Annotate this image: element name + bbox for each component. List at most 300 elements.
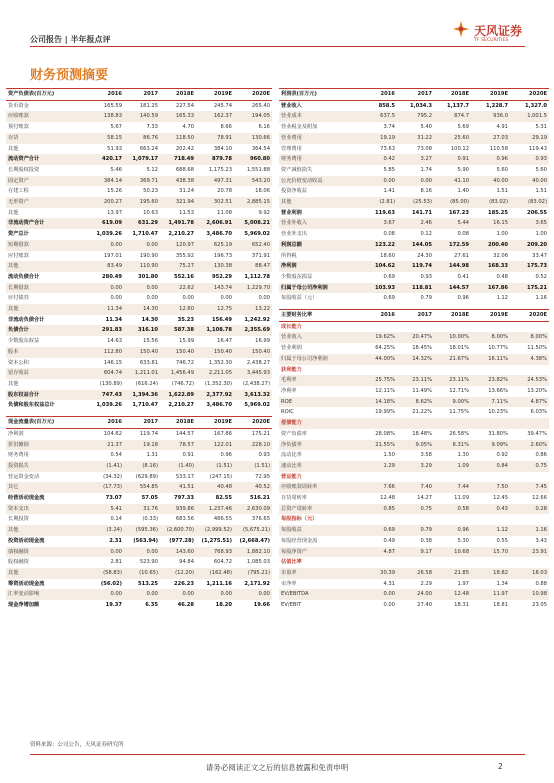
cell-value: 3,613.32 bbox=[234, 390, 272, 401]
table-row bbox=[6, 379, 272, 390]
cell-value: 1,394.36 bbox=[124, 390, 160, 401]
row-label: ROE bbox=[279, 397, 361, 408]
cell-value: 14.18% bbox=[361, 397, 397, 408]
cell-value: 3.74 bbox=[383, 124, 395, 131]
cell-value: 2,438.27 bbox=[246, 359, 270, 366]
row-label: 资本支出 bbox=[6, 504, 88, 515]
row-label: 筹资活动现金流 bbox=[8, 580, 45, 587]
cell-value: (2,600.70) bbox=[160, 525, 196, 536]
row-label: 资产负债率 bbox=[281, 430, 307, 437]
cell-value: 2.81 bbox=[110, 559, 122, 566]
cell-value bbox=[510, 321, 549, 332]
cell-value: 0.93 bbox=[510, 154, 549, 165]
cell-value: 1,327.0 bbox=[525, 102, 547, 109]
table-row bbox=[6, 325, 272, 336]
row-label: 其他 bbox=[6, 304, 88, 315]
cell-value: 0.28 bbox=[510, 504, 549, 515]
table-row bbox=[279, 589, 549, 600]
cell-value: 364.54 bbox=[251, 145, 270, 152]
table-row bbox=[6, 358, 272, 369]
table-row bbox=[279, 365, 549, 376]
table-row bbox=[6, 536, 272, 547]
cell-value: (595.36) bbox=[124, 525, 160, 536]
cell-value: 10.63 bbox=[143, 209, 158, 216]
table-row bbox=[279, 600, 549, 611]
cell-value: 50.23 bbox=[143, 188, 158, 195]
cell-value: 0.88 bbox=[535, 580, 547, 587]
cell-value: 190.90 bbox=[139, 252, 158, 259]
cell-value: 1.29 bbox=[361, 461, 397, 472]
table-row bbox=[6, 261, 272, 272]
cell-value: 2,210.27 bbox=[168, 231, 194, 238]
cell-value: 73.07 bbox=[105, 495, 122, 502]
right-column bbox=[279, 88, 549, 611]
cell-value: 156.49 bbox=[211, 316, 232, 323]
row-label: 其他 bbox=[8, 380, 19, 387]
row-label: 其他 bbox=[6, 568, 88, 579]
cell-value: 12.11% bbox=[375, 387, 395, 394]
cell-value: 1,211.16 bbox=[206, 580, 232, 587]
cell-value: 118.50 bbox=[160, 133, 196, 144]
cell-value: 1.12 bbox=[471, 525, 510, 536]
cell-value: 631.29 bbox=[124, 218, 160, 229]
cell-value: (629.89) bbox=[135, 473, 158, 480]
row-label: 资产总计 bbox=[8, 231, 29, 238]
source-note: 资料来源：公司公告，天风证券研究所 bbox=[30, 742, 124, 748]
table-row bbox=[279, 332, 549, 343]
row-label: 存货 bbox=[6, 133, 88, 144]
cell-value bbox=[434, 514, 471, 525]
table-row bbox=[279, 514, 549, 525]
table-row bbox=[279, 197, 549, 208]
cell-value: 2,210.27 bbox=[168, 402, 194, 409]
table-row bbox=[279, 482, 549, 493]
cell-value: 1.50 bbox=[383, 452, 395, 459]
cell-value: 10.98 bbox=[510, 589, 549, 600]
cell-value: 26.58 bbox=[397, 568, 434, 579]
table-row bbox=[279, 504, 549, 515]
cell-value: 0.85 bbox=[361, 504, 397, 515]
cell-value bbox=[361, 472, 397, 483]
cell-value: 0.00 bbox=[258, 295, 270, 302]
cell-value: 23.11% bbox=[434, 375, 471, 386]
cell-value: 11.34 bbox=[88, 304, 124, 315]
cell-value: (1.51) bbox=[196, 461, 234, 472]
cell-value: 543.20 bbox=[234, 176, 272, 187]
table-row bbox=[6, 229, 272, 240]
row-label: 所得税 bbox=[281, 252, 297, 259]
row-label: 应收账款 bbox=[6, 111, 88, 122]
cell-value: 28.08% bbox=[375, 430, 395, 437]
table-row bbox=[279, 111, 549, 122]
cell-value bbox=[471, 418, 510, 429]
cell-value bbox=[434, 321, 471, 332]
cell-value: 8.66 bbox=[220, 124, 232, 131]
row-label: 其他 bbox=[6, 525, 88, 536]
cell-value: 5.31 bbox=[535, 124, 547, 131]
table-row bbox=[279, 283, 549, 294]
cell-value: 8.00% bbox=[471, 332, 510, 343]
cell-value: 25.75% bbox=[361, 375, 397, 386]
cell-value: (1.40) bbox=[160, 461, 196, 472]
cell-value: 3.58 bbox=[420, 452, 432, 459]
cell-value: 12.48 bbox=[434, 589, 471, 600]
cell-value: 23.82% bbox=[471, 375, 510, 386]
cell-value: 18.31 bbox=[454, 602, 469, 609]
cell-value: 41.51 bbox=[160, 482, 196, 493]
cell-value: 245.74 bbox=[213, 102, 232, 109]
row-label: 股本 bbox=[6, 347, 88, 358]
report-header: 公司报告 | 半年报点评 bbox=[30, 35, 111, 44]
cell-value: 25.60 bbox=[434, 133, 471, 144]
year-header: 2016 bbox=[361, 89, 397, 101]
cell-value: 1.97 bbox=[457, 580, 469, 587]
cell-value: 3.43 bbox=[535, 537, 547, 544]
cell-value: 4.87% bbox=[510, 397, 549, 408]
table-title: 现金流量表(百万元) bbox=[6, 417, 88, 429]
cell-value: 20.47% bbox=[397, 332, 434, 343]
year-header: 2017 bbox=[124, 89, 160, 101]
cell-value: 718.49 bbox=[160, 154, 196, 165]
cell-value: 0.93 bbox=[258, 452, 270, 459]
cell-value: 167.86 bbox=[471, 283, 510, 294]
row-label: 净利率 bbox=[281, 387, 297, 394]
table-title: 资产负债表(百万元) bbox=[6, 89, 88, 101]
cell-value: 2.46 bbox=[397, 218, 434, 229]
cell-value: 1.40 bbox=[457, 188, 469, 195]
cell-value: (1.41) bbox=[88, 461, 124, 472]
year-header: 2018E bbox=[160, 417, 196, 429]
cell-value: 1,242.92 bbox=[244, 316, 270, 323]
cell-value: 12.48 bbox=[380, 495, 395, 502]
cell-value: 12.71% bbox=[449, 387, 469, 394]
cell-value: 5.69 bbox=[457, 124, 469, 131]
cell-value: 12.60 bbox=[160, 304, 196, 315]
row-label: EV/EBITDA bbox=[279, 589, 361, 600]
cell-value: 3.29 bbox=[397, 461, 434, 472]
cell-value: 10.23% bbox=[488, 409, 508, 416]
cell-value: 960.80 bbox=[234, 154, 272, 165]
cell-value: 2,355.69 bbox=[234, 325, 272, 336]
cell-value: 5.90 bbox=[457, 166, 469, 173]
row-label: 每股指标（元） bbox=[281, 516, 318, 523]
cell-value: 78.91 bbox=[196, 133, 234, 144]
cell-value: 83.49 bbox=[88, 261, 124, 272]
cell-value: 14.27 bbox=[417, 495, 432, 502]
table-row bbox=[6, 472, 272, 483]
cell-value: 2,377.92 bbox=[196, 390, 234, 401]
cell-value: 1,001.5 bbox=[510, 111, 549, 122]
cell-value: 633.81 bbox=[139, 359, 158, 366]
table-row bbox=[6, 493, 272, 504]
cell-value: (247.15) bbox=[209, 473, 232, 480]
row-label: 债权融资 bbox=[6, 547, 88, 558]
table-row bbox=[6, 208, 272, 219]
cell-value: 486.55 bbox=[213, 516, 232, 523]
table-row bbox=[6, 450, 272, 461]
row-label: 利润总额 bbox=[279, 240, 361, 251]
cell-value: (8.16) bbox=[124, 461, 160, 472]
row-label: 营业费用 bbox=[279, 133, 361, 144]
cell-value: 16.15 bbox=[471, 218, 510, 229]
cell-value: 0.41 bbox=[457, 273, 469, 280]
year-header: 2017 bbox=[124, 417, 160, 429]
cell-value: 9.00% bbox=[434, 397, 471, 408]
cell-value: 0.00 bbox=[160, 589, 196, 600]
page-number: 2 bbox=[498, 762, 503, 771]
cell-value: (5,675.21) bbox=[234, 525, 272, 536]
year-header: 2019E bbox=[471, 89, 510, 101]
cell-value: 0.96 bbox=[220, 452, 232, 459]
row-label: 流动负债合计 bbox=[8, 273, 40, 280]
cell-value: 1.30 bbox=[457, 452, 469, 459]
cell-value: 513.25 bbox=[137, 580, 158, 587]
cell-value: 7.33 bbox=[146, 124, 158, 131]
cell-value: 1,491.78 bbox=[160, 218, 196, 229]
row-label: 投资活动现金流 bbox=[8, 537, 45, 544]
cell-value: 552.16 bbox=[173, 273, 194, 280]
cell-value: 747.43 bbox=[88, 390, 124, 401]
table-row bbox=[6, 461, 272, 472]
cell-value bbox=[361, 418, 397, 429]
cell-value: 94.84 bbox=[179, 559, 194, 566]
cell-value: 1.16 bbox=[535, 295, 547, 302]
cell-value: 0.00 bbox=[397, 176, 434, 187]
cell-value: 952.29 bbox=[211, 273, 232, 280]
row-label: 长期投资 bbox=[8, 516, 29, 523]
cell-value: 0.96 bbox=[471, 154, 510, 165]
cell-value: 7.66 bbox=[361, 482, 397, 493]
cell-value: 202.42 bbox=[175, 145, 194, 152]
year-header: 2018E bbox=[160, 89, 196, 101]
cell-value: 18.60 bbox=[380, 252, 395, 259]
cell-value: 119.43 bbox=[528, 145, 547, 152]
cell-value: 1,710.47 bbox=[132, 402, 158, 409]
table-row bbox=[6, 122, 272, 133]
cell-value: 316.10 bbox=[124, 325, 160, 336]
row-label: 负债合计 bbox=[6, 325, 88, 336]
table-row bbox=[6, 293, 272, 304]
cell-value: 516.21 bbox=[249, 495, 270, 502]
table-row bbox=[6, 336, 272, 347]
year-header: 2016 bbox=[88, 417, 124, 429]
table-row bbox=[279, 321, 549, 332]
cell-value: 110.90 bbox=[124, 261, 160, 272]
row-label: 其它 bbox=[6, 482, 88, 493]
table-row bbox=[6, 251, 272, 262]
table-header-row bbox=[279, 89, 549, 101]
cell-value: 1.34 bbox=[496, 580, 508, 587]
cell-value: 1,456.49 bbox=[160, 368, 196, 379]
cell-value: 11.53 bbox=[179, 209, 194, 216]
cell-value: 3.27 bbox=[397, 154, 434, 165]
cell-value: 2,885.15 bbox=[234, 197, 272, 208]
cell-value: 12.66 bbox=[532, 495, 547, 502]
cell-value: 663.24 bbox=[139, 145, 158, 152]
year-header: 2020E bbox=[234, 417, 272, 429]
table-row bbox=[279, 472, 549, 483]
cell-value: 168.33 bbox=[471, 261, 510, 272]
row-label: 市盈率 bbox=[279, 568, 361, 579]
financial-table bbox=[6, 416, 272, 611]
table-title: 主要财务比率 bbox=[279, 310, 361, 322]
cell-value: 8.00% bbox=[510, 332, 549, 343]
year-header: 2018E bbox=[434, 310, 471, 322]
cell-value: 604.74 bbox=[88, 368, 124, 379]
row-label: 在建工程 bbox=[8, 188, 29, 195]
cell-value: 1.00 bbox=[496, 231, 508, 238]
cell-value: 321.94 bbox=[160, 197, 196, 208]
cell-value: 39.47% bbox=[527, 430, 547, 437]
cell-value: 2,606.91 bbox=[196, 218, 234, 229]
cell-value: 73.63 bbox=[380, 145, 395, 152]
table-row bbox=[279, 240, 549, 251]
cell-value: 119.63 bbox=[374, 209, 395, 216]
table-row bbox=[6, 176, 272, 187]
cell-value: 165.33 bbox=[160, 111, 196, 122]
cell-value: (3.24) bbox=[88, 525, 124, 536]
cell-value: 7.45 bbox=[510, 482, 549, 493]
cell-value bbox=[361, 557, 397, 568]
cell-value: 0.00 bbox=[361, 589, 397, 600]
cell-value: 15.99 bbox=[179, 338, 194, 345]
cell-value: 1,108.78 bbox=[196, 325, 234, 336]
table-row bbox=[6, 240, 272, 251]
table-row bbox=[6, 482, 272, 493]
cell-value: 58.15 bbox=[88, 133, 124, 144]
row-label: 留存收益 bbox=[6, 368, 88, 379]
row-label: 非流动资产合计 bbox=[6, 218, 88, 229]
cell-value: 7.40 bbox=[397, 482, 434, 493]
cell-value: 619.09 bbox=[88, 218, 124, 229]
cell-value: 1,237.46 bbox=[196, 504, 234, 515]
cell-value: 1.31 bbox=[146, 452, 158, 459]
cell-value: 167.86 bbox=[213, 430, 232, 437]
cell-value: 688.68 bbox=[175, 166, 194, 173]
cell-value: 206.55 bbox=[526, 209, 547, 216]
cell-value: 0.00 bbox=[234, 589, 272, 600]
cell-value: 2.29 bbox=[420, 580, 432, 587]
cell-value: 20.78 bbox=[217, 188, 232, 195]
cell-value: 879.78 bbox=[196, 154, 234, 165]
cell-value: 301.80 bbox=[137, 273, 158, 280]
cell-value: 625.19 bbox=[196, 240, 234, 251]
row-label: 其他 bbox=[6, 261, 88, 272]
cell-value: 112.80 bbox=[88, 347, 124, 358]
row-label: 货币资金 bbox=[8, 102, 29, 109]
cell-value: 9.92 bbox=[258, 209, 270, 216]
cell-value: 376.65 bbox=[251, 516, 270, 523]
cell-value: 19.18 bbox=[124, 440, 160, 451]
row-label: 归属于母公司净利润 bbox=[279, 283, 361, 294]
cell-value: (25.53) bbox=[397, 197, 434, 208]
cell-value: 4.38% bbox=[510, 354, 549, 365]
table-row bbox=[279, 176, 549, 187]
table-row bbox=[279, 536, 549, 547]
cell-value: 18.81 bbox=[493, 602, 508, 609]
cell-value: 0.14 bbox=[110, 516, 122, 523]
cell-value: 5,008.21 bbox=[234, 218, 272, 229]
cell-value: 587.38 bbox=[160, 325, 196, 336]
table-row bbox=[6, 589, 272, 600]
row-label: 总资产周转率 bbox=[279, 504, 361, 515]
cell-value: 6.03% bbox=[530, 409, 547, 416]
row-label: 管理费用 bbox=[281, 145, 302, 152]
cell-value: 12.75 bbox=[196, 304, 234, 315]
cell-value: 302.51 bbox=[196, 197, 234, 208]
cell-value: 0.79 bbox=[420, 295, 432, 302]
cell-value bbox=[471, 321, 510, 332]
table-header-row bbox=[279, 310, 549, 322]
cell-value: 384.10 bbox=[213, 145, 232, 152]
cell-value: 150.40 bbox=[124, 347, 160, 358]
cell-value bbox=[434, 418, 471, 429]
cell-value: 228.10 bbox=[234, 440, 272, 451]
cell-value: (130.89) bbox=[99, 380, 122, 387]
row-label: 固定资产 bbox=[6, 176, 88, 187]
table-row bbox=[279, 208, 549, 219]
cell-value: 12.45 bbox=[493, 495, 508, 502]
cell-value: 19.19 bbox=[361, 133, 397, 144]
table-row bbox=[279, 154, 549, 165]
brand-name-cn: 天风证券 bbox=[474, 24, 523, 38]
row-label: 营运能力 bbox=[281, 473, 302, 480]
cell-value: (0.33) bbox=[142, 516, 158, 523]
cell-value: 0.58 bbox=[434, 504, 471, 515]
cell-value: 138.83 bbox=[88, 111, 124, 122]
cell-value: 1.00 bbox=[535, 231, 547, 238]
year-header: 2017 bbox=[397, 310, 434, 322]
cell-value: 3,445.93 bbox=[234, 368, 272, 379]
cell-value: 0.84 bbox=[471, 461, 510, 472]
row-label: 财务费用 bbox=[279, 154, 361, 165]
cell-value: (83.02) bbox=[510, 197, 549, 208]
cell-value: 371.91 bbox=[251, 252, 270, 259]
left-column bbox=[6, 88, 272, 611]
table-row bbox=[6, 400, 272, 411]
cell-value: 24.30 bbox=[417, 252, 432, 259]
cell-value: 0.96 bbox=[434, 525, 471, 536]
row-label: 每股净资产 bbox=[279, 547, 361, 558]
cell-value: 0.75 bbox=[510, 461, 549, 472]
cell-value: 19.62% bbox=[361, 332, 397, 343]
table-row bbox=[279, 429, 549, 440]
table-row bbox=[279, 547, 549, 558]
table-row bbox=[6, 154, 272, 165]
row-label: 现金净增加额 bbox=[8, 602, 40, 609]
table-row bbox=[6, 557, 272, 568]
cell-value: 0.69 bbox=[383, 295, 395, 302]
cell-value: (83.02) bbox=[471, 197, 510, 208]
cell-value: 175.21 bbox=[510, 283, 549, 294]
cell-value: 143.74 bbox=[196, 283, 234, 294]
cell-value: 18.06 bbox=[255, 188, 270, 195]
cell-value bbox=[471, 365, 510, 376]
cell-value: 5.85 bbox=[383, 166, 395, 173]
cell-value: 0.38 bbox=[420, 537, 432, 544]
cell-value: 9.09% bbox=[471, 440, 510, 451]
cell-value: 5.67 bbox=[110, 124, 122, 131]
row-label: 流动比率 bbox=[281, 452, 302, 459]
cell-value: (2,668.47) bbox=[239, 537, 270, 544]
cell-value: 165.59 bbox=[103, 102, 122, 109]
cell-value: 31.76 bbox=[124, 504, 160, 515]
cell-value: 1.51 bbox=[535, 188, 547, 195]
cell-value: 130.66 bbox=[234, 133, 272, 144]
table-row bbox=[279, 293, 549, 304]
cell-value: 140.59 bbox=[124, 111, 160, 122]
table-header-row bbox=[6, 89, 272, 101]
